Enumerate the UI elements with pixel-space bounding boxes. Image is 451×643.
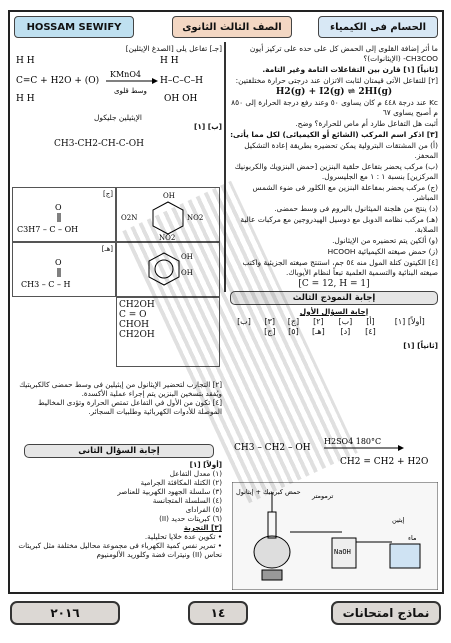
answer-item: (٥) الفراداى [185, 505, 222, 514]
svg-text:NO2: NO2 [187, 214, 204, 222]
label-naoh: NaOH [334, 548, 351, 556]
note: [٤] تكون من الأول في التفاعل تمتص الحرارة وتؤدى المخاليط الموصلة للأدوات الكهربائية وطلبيات السجائر. [38, 398, 222, 416]
question-line: [٤] الكيتون كتلة المول منه ٥٤ جم، استنتج صيغته الجزيئية واكتب صيغته البنائية والتسمية العلمية تبعاً لنظام الأيوباك. [242, 258, 438, 277]
glycerol-line: CHOH [119, 320, 149, 330]
svg-text:NO2: NO2 [159, 234, 176, 240]
answer-cell: [أولاً] [١] [394, 317, 425, 326]
apparatus-diagram [232, 482, 438, 590]
glycerol-line: CH2OH [119, 300, 155, 310]
svg-text:OH: OH [163, 192, 175, 200]
question-line: [٣] اذكر اسم المركب (الشائع أو الكيميائى) لكل مما يأتى: [230, 130, 438, 139]
question-line: (أ) من المشتقات البترولية يمكن تحضيره بطريقة إعادة التشكيل المحفز. [244, 141, 438, 160]
header-author: HOSSAM SEWIFY [14, 16, 134, 38]
answer-cell: [د] [340, 327, 351, 336]
page-frame [8, 10, 444, 594]
question-line: Kc عند درجة ٤٤٨ م كان يساوى ٥٠ وعند رفع درجة الحرارة إلى ٨٥٠ م أصبح يساوى ٦٧ [231, 98, 438, 117]
svg-text:OH: OH [181, 269, 193, 277]
footer [10, 599, 441, 629]
footer-title: نماذج امتحانات [331, 601, 441, 625]
svg-text:OH OH: OH OH [164, 94, 198, 104]
model-answer-subtitle: إجابة السؤال الأول [299, 307, 369, 316]
footer-year: ٢٠١٦ [10, 601, 120, 625]
svg-text:O2N: O2N [121, 214, 138, 222]
label-thermometer: ترمومتر [312, 492, 334, 500]
question-line: [جـ] تفاعل يلى [الصدغ الإيثلين] [125, 44, 222, 53]
eq-left: C=C + H2O + (O) [16, 76, 100, 86]
eq-note: وسط قلوى [114, 87, 147, 95]
question-line: (د) ينتج من هلجنة الميثانول بالبروم فى وسط حمضى. [274, 204, 438, 213]
answer-cell: [ب] [338, 317, 353, 326]
grid-label: [ج] [103, 190, 113, 198]
acid-structure [15, 198, 113, 242]
answer-cell: [هـ] [311, 327, 325, 336]
question-line: ما أثر إضافة القلوى إلى الحمض كل على حده على تركيز أيون CH3COO- (الإيثانوات)؟ [249, 44, 438, 63]
experiment-point: • تكوين عدة خلايا تحليلية. [144, 532, 222, 541]
product-name: الإيثيلين جليكول [94, 113, 142, 122]
eq-condition: H2SO4 180°C [324, 437, 382, 446]
label-ethene: إيثين [392, 516, 405, 524]
grid-label: [هـ] [101, 245, 113, 253]
answer-item: (٤) السلسلة المتجانسة [152, 496, 222, 505]
svg-text:H H: H H [16, 94, 35, 104]
answer-cell: [ب] [237, 317, 251, 326]
equilibrium-equation: H2(g) + I2(g) ⇌ 2HI(g) [275, 87, 393, 97]
answer-second: [ثانياً] [١] [403, 341, 438, 350]
answer-item: (١) معدل التفاعل [169, 469, 222, 478]
header-grade: الصف الثالث الثانوى [172, 16, 292, 38]
question-line: [٢] للتفاعل الآتى قيمتان لثابت الاتزان عند درجتى حرارة مختلفتين: [235, 76, 438, 85]
oxidation-equation [14, 53, 222, 111]
question-line: أثبت هل التفاعل طارد أم ماص للحرارة؟ وضح. [295, 119, 438, 128]
question-line: (و) ألكين يتم تحضيره من الإيثانول. [332, 236, 438, 245]
left-column [14, 44, 222, 149]
answer-cell: [٢] [313, 317, 324, 326]
model-answer-title: إجابة النموذج الثالث [230, 291, 438, 305]
question-line: (هـ) مركب نظامه الدوبل مع دوسيل الهيدروجين مع مركبات عالية الصلابة. [240, 215, 438, 234]
header-subject: الحسام فى الكيمياء [318, 16, 438, 38]
header-bar [12, 14, 440, 42]
aldehyde-formula: CH3 – C – H [21, 280, 71, 289]
svg-text:OH: OH [181, 253, 193, 261]
answer-cell: [ج] [264, 327, 276, 336]
answer-cell: [٤] [365, 327, 376, 336]
chain-formula: CH3-CH2-CH-C-OH [54, 139, 144, 149]
atomic-masses: [C = 12, H = 1] [298, 279, 370, 289]
glycerol-line: CH2OH [119, 330, 155, 340]
eq-product: CH2 = CH2 + H2O [340, 457, 429, 467]
question-line: (ب) مركب يحضر بتفاعل حلقية البنزين [حمض البنزويك والكربونيك المركزين] بنسبة ١ : ١ مع الجليسرول. [234, 162, 438, 181]
eq-reactant: CH3 – CH2 – OH [234, 443, 311, 453]
label-acid: حمض كبريتيك + إيثانول [236, 488, 301, 496]
svg-text:H H: H H [16, 56, 35, 66]
question-line: [ثانياً] [١] قارن بين التفاعلات التامة وغير التامة. [262, 65, 438, 74]
eq-right: H–C–C–H [160, 76, 203, 86]
section-title: إجابة السؤال الثانى [24, 444, 214, 458]
svg-text:O: O [55, 203, 62, 212]
experiment-title: [٣] التجربة [183, 523, 222, 532]
question-line: (ز) حمض صيغته الكيميائية HCOOH [327, 247, 438, 256]
label-water: ماء [408, 534, 417, 542]
answer-item: [أولاً] [١] [189, 460, 222, 469]
question-line: (ج) مركب يحضر بمفاعلة البنزين مع الكلور فى ضوء الشمس المباشر. [252, 183, 438, 202]
experiment-point: • تمرير نفس كمية الكهرباء فى مجموعة محاليل مختلفة مثل كبريتات نحاس (II) ونيترات فضة وكلوريد الألومنيوم [18, 541, 222, 559]
answer-cell: [٥] [288, 327, 299, 336]
grid-cell [12, 187, 116, 242]
answer-cell: [أ] [366, 317, 375, 326]
svg-text:H H: H H [160, 56, 179, 66]
answer-cell: [ج] [287, 317, 300, 326]
acid-formula: C3H7 – C – OH [17, 225, 79, 234]
footer-page-number: ١٤ [188, 601, 248, 625]
aldehyde-structure [15, 253, 113, 297]
answers-block [14, 460, 222, 559]
grid-cell [12, 242, 116, 297]
eq-reagent: KMnO4 [110, 70, 141, 79]
note: [٢] التجارب لتحضير الإيثانول من إيثيلين فى وسط حمضى كالكبريتيك ويُفقد بتسخين البنزين يتم إجراء عملية الأكسدة. [19, 380, 222, 398]
question-line: [ب] [١] [193, 122, 222, 131]
answer-item: (٣) سلسلة الجهود الكهربية للعناصر [117, 487, 222, 496]
answer-item: (٢) الكتلة المكافئة الجرامية [140, 478, 222, 487]
lower-left [14, 380, 222, 416]
svg-text:O: O [55, 258, 62, 267]
glycerol-line: C = O [119, 310, 147, 320]
answer-item: (٦) كبريتات حديد (II) [159, 514, 222, 523]
answer-cell: [٣] [264, 317, 276, 326]
